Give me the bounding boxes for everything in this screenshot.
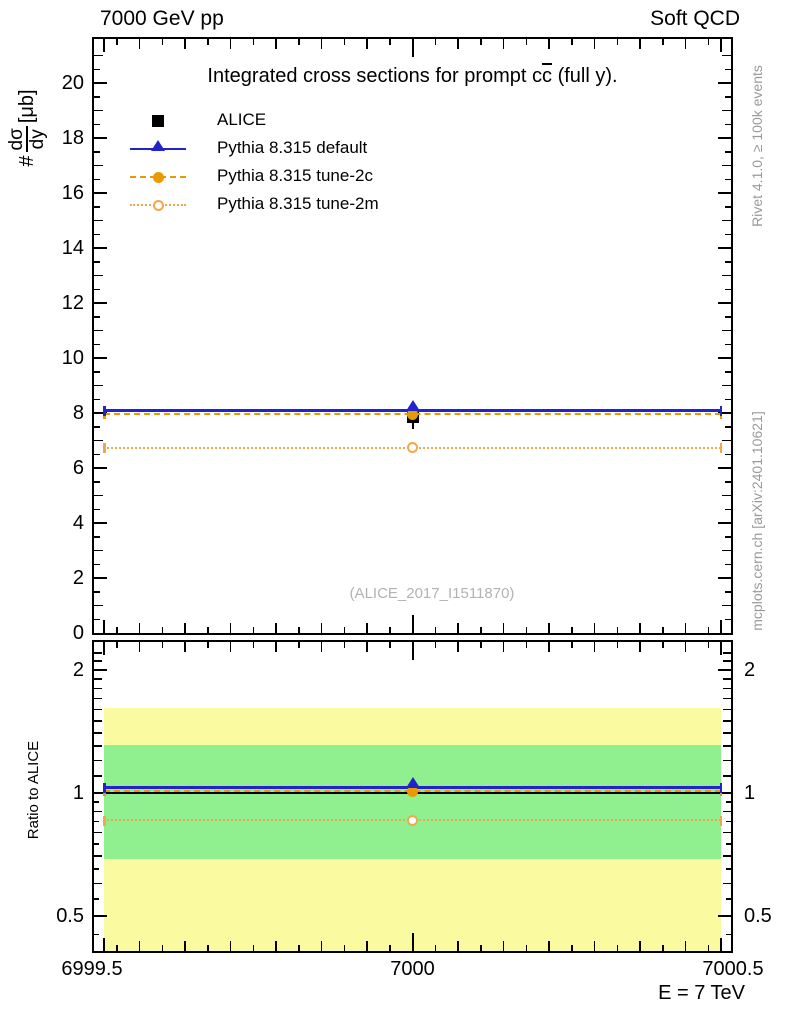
x-tick (480, 642, 482, 648)
y-tick (94, 801, 99, 803)
mcplots-attribution-note: mcplots.cern.ch [arXiv:2401.10621] (749, 411, 765, 631)
x-tick (639, 39, 641, 49)
x-tick (639, 623, 641, 633)
y-tick (94, 619, 100, 621)
x-tick (662, 642, 664, 648)
y-tick (723, 811, 731, 813)
y-tick (723, 709, 731, 711)
x-tick (389, 39, 391, 45)
legend-label: ALICE (217, 110, 267, 129)
x-tick (526, 945, 528, 951)
ratio-y-tick-label-right: 2 (744, 658, 756, 681)
y-tick (94, 192, 107, 194)
x-tick (457, 39, 459, 49)
y-tick (94, 467, 107, 469)
y-tick (725, 426, 731, 428)
x-tick (389, 642, 391, 648)
y-tick (94, 577, 107, 579)
y-tick (94, 522, 107, 524)
x-tick (685, 623, 687, 633)
y-tick (725, 619, 731, 621)
x-tick (162, 945, 164, 951)
x-tick (548, 39, 550, 49)
x-tick (139, 623, 141, 633)
main-y-tick-label: 8 (72, 402, 84, 424)
y-tick (94, 137, 107, 139)
y-tick (723, 855, 731, 857)
y-tick (94, 775, 102, 777)
x-tick (139, 642, 141, 652)
y-tick (94, 82, 107, 84)
x-tick (720, 39, 722, 52)
y-tick (726, 843, 731, 845)
x-tick (344, 627, 346, 633)
data-uncertainty-inner-band (104, 745, 721, 859)
x-tick (708, 39, 710, 45)
ratio-plot-panel (92, 640, 733, 953)
y-tick (94, 591, 100, 593)
legend-label: Pythia 8.315 tune-2c (217, 166, 373, 185)
y-tick (722, 605, 731, 607)
y-tick (725, 316, 731, 318)
x-tick (435, 627, 437, 633)
y-tick (722, 55, 731, 57)
y-tick (94, 96, 100, 98)
ratio-default-marker (406, 777, 420, 788)
ylabel-numerator: dσ (5, 128, 27, 151)
ratio-tune-2m-line-endcap (720, 816, 723, 826)
x-tick (103, 620, 105, 633)
y-tick (725, 234, 731, 236)
x-tick (184, 642, 186, 652)
ratio-y-tick-label-left: 2 (72, 658, 84, 681)
legend-label: Pythia 8.315 tune-2m (217, 194, 379, 213)
y-tick (94, 821, 99, 823)
x-tick (617, 642, 619, 648)
pythia-tune-2m-line-endcap (720, 443, 723, 453)
x-tick (139, 39, 141, 49)
x-tick (275, 642, 277, 652)
y-tick (722, 165, 731, 167)
x-tick (184, 941, 186, 951)
y-tick (725, 206, 731, 208)
y-tick (94, 151, 100, 153)
ratio-y-tick-label-right: 1 (744, 781, 756, 804)
y-tick (94, 811, 102, 813)
x-tick (617, 945, 619, 951)
x-tick (230, 941, 232, 951)
x-tick (480, 945, 482, 951)
rivet-version-note: Rivet 4.1.0, ≥ 100k events (749, 65, 765, 227)
main-y-tick-label: 12 (61, 292, 84, 314)
pythia-tune-2m-line-endcap (103, 443, 106, 453)
x-tick (275, 941, 277, 951)
x-tick (639, 642, 641, 652)
x-tick (207, 945, 209, 951)
y-tick (722, 220, 731, 222)
y-tick (725, 344, 731, 346)
x-tick (321, 642, 323, 652)
y-tick (94, 454, 100, 456)
x-tick (720, 938, 722, 951)
ratio-default-line-endcap (103, 783, 106, 793)
y-tick (94, 275, 103, 277)
x-tick (526, 642, 528, 648)
y-tick (723, 732, 731, 734)
ratio-y-tick-label-right: 0.5 (744, 904, 772, 927)
x-tick (389, 945, 391, 951)
y-tick (94, 179, 100, 181)
y-tick (718, 82, 731, 84)
y-tick (94, 855, 102, 857)
y-tick (94, 564, 100, 566)
x-tick (571, 627, 573, 633)
x-tick (457, 642, 459, 652)
y-tick (94, 832, 102, 834)
x-tick (321, 941, 323, 951)
main-y-tick-label: 0 (72, 622, 84, 644)
y-tick (94, 357, 107, 359)
y-tick (94, 934, 99, 936)
x-tick (571, 39, 573, 45)
main-y-tick-label: 10 (61, 347, 84, 369)
x-tick (253, 642, 255, 648)
y-tick (723, 745, 731, 747)
x-tick (503, 941, 505, 951)
x-tick (321, 39, 323, 49)
pythia-tune-2m-marker (407, 442, 418, 453)
x-tick (230, 642, 232, 652)
y-tick (725, 69, 731, 71)
y-tick (94, 399, 100, 401)
y-tick (94, 247, 107, 249)
x-tick (344, 642, 346, 648)
x-tick (366, 642, 368, 652)
y-tick (723, 652, 731, 654)
y-tick (725, 399, 731, 401)
x-tick (708, 642, 710, 648)
ratio-default-line-endcap (720, 783, 723, 793)
y-tick (725, 371, 731, 373)
analysis-id-watermark: (ALICE_2017_I1511870) (349, 585, 515, 602)
x-tick (708, 627, 710, 633)
x-tick (321, 623, 323, 633)
x-tick (253, 39, 255, 45)
x-tick (571, 945, 573, 951)
y-tick (94, 732, 102, 734)
y-tick (726, 898, 731, 900)
y-tick (723, 698, 731, 700)
x-tick (639, 941, 641, 951)
ylabel-prefix: # (15, 155, 38, 167)
x-tick (103, 938, 105, 951)
beam-energy-label: 7000 GeV pp (100, 7, 224, 30)
x-tick (708, 945, 710, 951)
y-tick (94, 698, 102, 700)
x-tick (685, 941, 687, 951)
y-tick (94, 868, 99, 870)
main-y-tick-label: 14 (61, 237, 84, 259)
x-tick (275, 39, 277, 49)
y-tick (718, 137, 731, 139)
y-tick (94, 261, 100, 263)
main-y-tick-label: 6 (72, 457, 84, 479)
y-tick (725, 481, 731, 483)
ratio-plot-layer (94, 642, 731, 951)
x-tick (503, 623, 505, 633)
x-tick (298, 642, 300, 648)
x-tick (344, 39, 346, 45)
x-tick (298, 627, 300, 633)
y-tick (723, 720, 731, 722)
y-tick (723, 775, 731, 777)
y-tick (722, 440, 731, 442)
pythia-default-line-endcap (720, 406, 723, 416)
y-tick (726, 934, 731, 936)
x-tick (389, 627, 391, 633)
x-tick (480, 39, 482, 45)
x-tick (366, 941, 368, 951)
y-tick (718, 357, 731, 359)
y-tick (718, 302, 731, 304)
x-tick (207, 39, 209, 45)
y-tick (94, 843, 99, 845)
x-tick (435, 945, 437, 951)
pythia-default-line-endcap (103, 406, 106, 416)
y-tick (722, 275, 731, 277)
y-tick (722, 495, 731, 497)
y-tick (94, 481, 100, 483)
y-tick (718, 669, 731, 671)
x-tick (526, 627, 528, 633)
x-tick (685, 642, 687, 652)
x-tick (253, 945, 255, 951)
x-tick-label: 7000.5 (702, 958, 764, 980)
y-tick (94, 760, 102, 762)
x-tick (230, 39, 232, 49)
x-tick (116, 642, 118, 648)
main-y-tick-label: 4 (72, 512, 84, 534)
y-tick (94, 289, 100, 291)
y-tick (725, 509, 731, 511)
x-tick (298, 945, 300, 951)
x-tick (412, 615, 414, 633)
pythia-default-marker (406, 400, 420, 411)
x-tick (503, 642, 505, 652)
y-tick (723, 688, 731, 690)
y-tick (725, 179, 731, 181)
x-tick-label: 6999.5 (61, 958, 123, 980)
plot-title-cbar: $\overline{c}$ (542, 65, 553, 87)
x-tick (457, 623, 459, 633)
y-tick (94, 440, 103, 442)
y-tick (722, 385, 731, 387)
x-tick (594, 941, 596, 951)
x-tick (139, 941, 141, 951)
x-tick (162, 627, 164, 633)
ratio-tune-2m-line-endcap (103, 816, 106, 826)
y-tick (94, 302, 107, 304)
y-tick (725, 261, 731, 263)
x-tick (412, 642, 414, 660)
y-tick (726, 801, 731, 803)
y-tick (94, 220, 103, 222)
ratio-tune-2m-marker (407, 815, 418, 826)
legend-label: Pythia 8.315 default (217, 138, 368, 157)
y-tick (723, 832, 731, 834)
y-tick (94, 605, 103, 607)
y-tick (94, 550, 103, 552)
x-tick (162, 642, 164, 648)
x-tick (526, 39, 528, 45)
y-tick (94, 709, 102, 711)
y-tick (94, 165, 103, 167)
x-tick (685, 39, 687, 49)
x-tick (594, 642, 596, 652)
x-tick (412, 39, 414, 57)
x-tick (548, 642, 550, 652)
x-tick (594, 623, 596, 633)
y-tick (94, 536, 100, 538)
x-tick (435, 39, 437, 45)
plot-title-pre: Integrated cross sections for prompt c (207, 65, 543, 87)
x-tick (662, 945, 664, 951)
ratio-y-tick-label-left: 0.5 (56, 904, 84, 927)
y-tick (94, 426, 100, 428)
plot-title-post: (full y). (552, 65, 618, 87)
y-tick (725, 454, 731, 456)
y-tick (718, 192, 731, 194)
x-tick (184, 39, 186, 49)
x-tick (103, 642, 105, 655)
y-tick (94, 652, 102, 654)
y-tick (94, 660, 102, 662)
y-tick (94, 509, 100, 511)
y-tick (725, 564, 731, 566)
y-tick (726, 868, 731, 870)
y-tick (94, 110, 103, 112)
y-tick (94, 688, 102, 690)
x-tick (548, 941, 550, 951)
y-tick (722, 110, 731, 112)
main-y-tick-label: 16 (61, 182, 84, 204)
y-tick (718, 915, 731, 917)
main-plot-panel (92, 37, 733, 635)
ylabel-unit: [μb] (15, 89, 38, 124)
x-tick (344, 945, 346, 951)
y-tick (94, 915, 107, 917)
y-tick (726, 821, 731, 823)
y-tick (94, 124, 100, 126)
y-tick (723, 660, 731, 662)
x-tick (617, 627, 619, 633)
x-tick (275, 623, 277, 633)
x-tick (412, 933, 414, 951)
y-tick (725, 536, 731, 538)
y-tick (94, 206, 100, 208)
x-tick (480, 627, 482, 633)
x-tick (662, 39, 664, 45)
main-plot-layer (94, 39, 731, 633)
y-tick (94, 69, 100, 71)
y-tick (718, 577, 731, 579)
x-tick (548, 623, 550, 633)
x-tick (720, 642, 722, 655)
y-tick (94, 883, 102, 885)
ratio-y-tick-label-left: 1 (72, 781, 84, 804)
x-tick (207, 627, 209, 633)
main-y-tick-label: 20 (61, 72, 84, 94)
y-tick (725, 96, 731, 98)
process-group-label: Soft QCD (650, 7, 740, 30)
x-tick (103, 39, 105, 52)
x-tick-label: 7000 (390, 958, 435, 980)
x-tick (457, 941, 459, 951)
x-tick (571, 642, 573, 648)
x-tick (662, 627, 664, 633)
y-tick (725, 151, 731, 153)
ratio-y-axis-label: Ratio to ALICE (25, 740, 42, 840)
y-tick (723, 678, 731, 680)
x-tick (162, 39, 164, 45)
y-tick (718, 247, 731, 249)
main-y-tick-label: 2 (72, 567, 84, 589)
y-tick (94, 316, 100, 318)
x-tick (366, 39, 368, 49)
x-tick (116, 945, 118, 951)
x-tick (594, 39, 596, 49)
main-y-tick-label: 18 (61, 127, 84, 149)
x-tick (184, 623, 186, 633)
y-tick (718, 467, 731, 469)
ylabel-denominator: dy (27, 129, 48, 150)
y-tick (94, 344, 100, 346)
y-tick (725, 289, 731, 291)
y-tick (94, 330, 103, 332)
y-tick (723, 760, 731, 762)
x-tick (253, 627, 255, 633)
x-tick (720, 620, 722, 633)
y-tick (94, 495, 103, 497)
y-tick (94, 371, 100, 373)
x-tick (116, 39, 118, 45)
y-tick (722, 550, 731, 552)
x-axis-label: E = 7 TeV (658, 982, 745, 1004)
x-tick (435, 642, 437, 648)
y-tick (94, 678, 102, 680)
x-tick (298, 39, 300, 45)
y-tick (722, 330, 731, 332)
y-tick (94, 720, 102, 722)
y-tick (94, 385, 103, 387)
y-tick (94, 898, 99, 900)
x-tick (207, 642, 209, 648)
x-tick (366, 623, 368, 633)
x-tick (503, 39, 505, 49)
y-tick (94, 234, 100, 236)
y-tick (94, 55, 103, 57)
y-tick (94, 669, 107, 671)
x-tick (230, 623, 232, 633)
y-tick (725, 591, 731, 593)
y-tick (718, 522, 731, 524)
x-tick (617, 39, 619, 45)
y-tick (723, 883, 731, 885)
x-tick (116, 627, 118, 633)
y-tick (725, 124, 731, 126)
y-tick (94, 745, 102, 747)
